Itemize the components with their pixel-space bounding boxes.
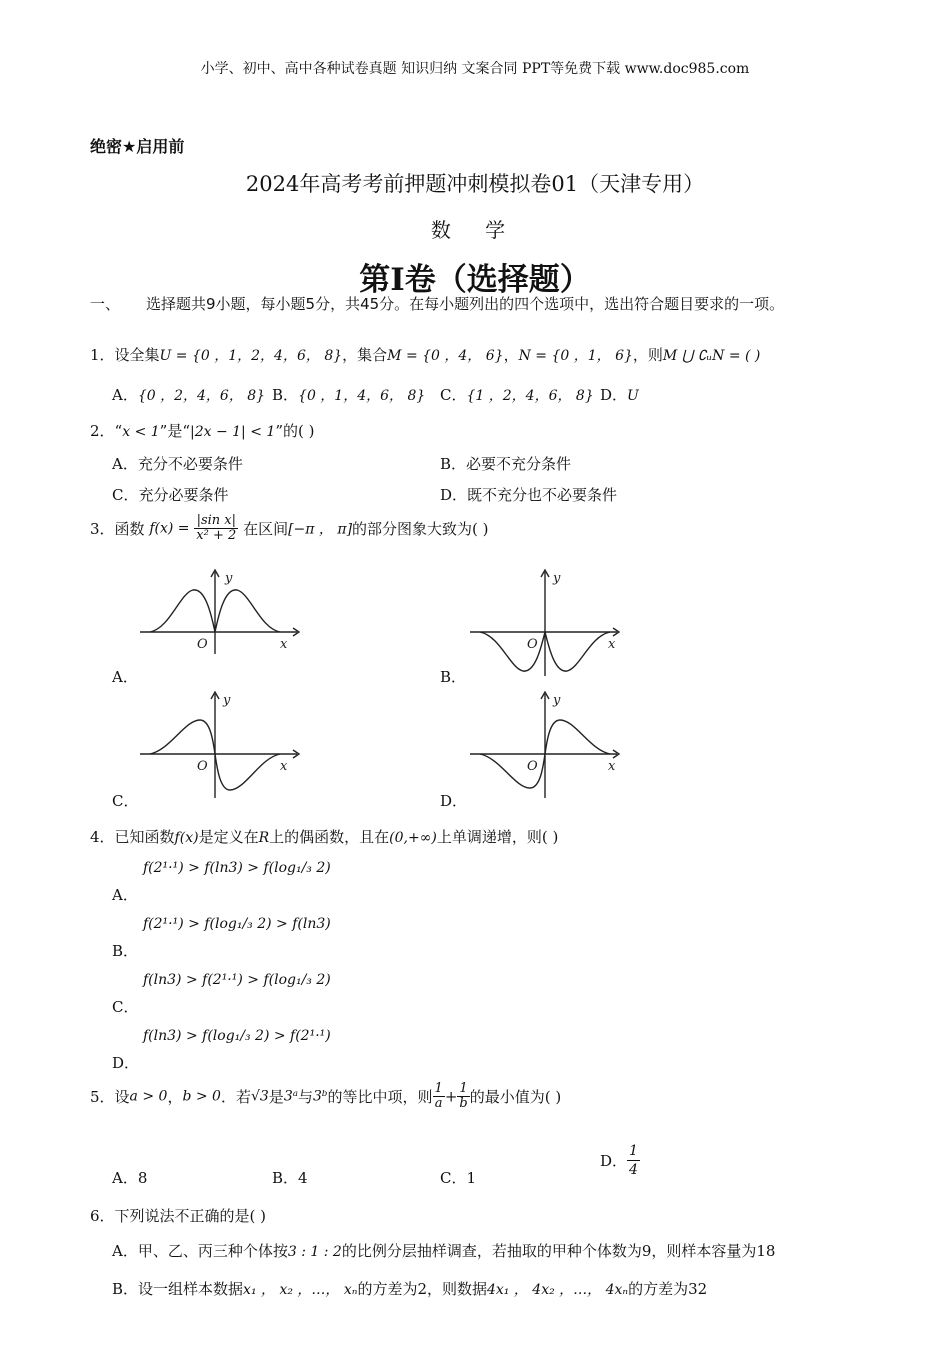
option-label: C． xyxy=(440,1169,467,1187)
q5-a: a > 0 xyxy=(129,1088,168,1105)
q1-set-n: N = {0 ，1， 6} xyxy=(518,348,633,364)
question-4 xyxy=(90,826,558,847)
option-label: B． xyxy=(112,1280,139,1298)
option-label: A． xyxy=(112,1242,138,1260)
origin-label: O xyxy=(197,637,208,652)
q3-option-b-label[interactable]: B． xyxy=(440,668,467,686)
q4-option-c[interactable]: C． xyxy=(112,998,139,1016)
q2-text: ”是“ xyxy=(159,422,190,440)
q3-text: 在区间 xyxy=(243,520,289,538)
x-label: x xyxy=(608,637,616,652)
option-text: 1 xyxy=(466,1169,477,1187)
q3-number: 3．函数 xyxy=(90,520,145,538)
option-label: B． xyxy=(272,386,299,404)
y-label: y xyxy=(223,693,231,708)
q5-power-a: 3ᵃ xyxy=(283,1088,298,1105)
option-text: 的方差为2，则数据 xyxy=(357,1280,487,1298)
option-text: 8 xyxy=(137,1169,148,1187)
q4-interval: (0,+∞) xyxy=(389,830,437,846)
question-6: 6．下列说法不正确的是( ) xyxy=(90,1207,267,1225)
q4-tail: 上单调递增，则( ) xyxy=(436,828,559,846)
option-label: B． xyxy=(440,455,467,473)
option-label: A． xyxy=(112,386,138,404)
y-label: y xyxy=(553,571,561,586)
q4-option-d-expr: f(ln3) > f(log₁/₃ 2) > f(2¹·¹) xyxy=(143,1028,331,1044)
q4-option-a-expr: f(2¹·¹) > f(ln3) > f(log₁/₃ 2) xyxy=(143,860,331,876)
question-2 xyxy=(90,420,314,441)
q2-cond1: x < 1 xyxy=(122,424,160,440)
q3-graph-b[interactable] xyxy=(465,568,635,678)
q5-text2: 是 xyxy=(268,1088,284,1106)
q5-sqrt3: √3 xyxy=(250,1088,269,1105)
option-label: D． xyxy=(600,1152,628,1170)
q4-text: 是定义在 xyxy=(198,828,259,846)
exam-subject: 数 学 xyxy=(430,218,520,242)
q4-option-a[interactable]: A． xyxy=(112,886,138,904)
q3-option-c-label[interactable]: C． xyxy=(112,792,139,810)
q2-tail: ”的( ) xyxy=(275,422,315,440)
section-number: 一、 xyxy=(90,295,121,313)
q1-then: ，则 xyxy=(632,346,663,364)
option-text: 的方差为32 xyxy=(628,1280,708,1298)
option-text: {0 ，2，4，6， 8} xyxy=(137,388,266,404)
q5-frac-1 xyxy=(433,1082,445,1111)
option-text: 必要不充分条件 xyxy=(466,455,572,473)
numerator: 1 xyxy=(629,1143,638,1159)
option-label: C． xyxy=(112,486,139,504)
q1-option-c[interactable] xyxy=(440,384,594,405)
q5-text3: 与 xyxy=(297,1088,313,1106)
origin-label: O xyxy=(527,759,538,774)
q1-option-a[interactable] xyxy=(112,384,265,405)
x-label: x xyxy=(280,759,288,774)
q4-number: 4．已知函数 xyxy=(90,828,175,846)
q3-option-d-label[interactable]: D． xyxy=(440,792,468,810)
x-label: x xyxy=(608,759,616,774)
q3-graph-c[interactable] xyxy=(135,690,305,800)
option-text: 的比例分层抽样调查，若抽取的甲种个体数为9，则样本容量为18 xyxy=(341,1242,776,1260)
option-text: 设一组样本数据 xyxy=(138,1280,244,1298)
q1-set-u: U = {0 ，1，2，4，6， 8} xyxy=(159,348,343,364)
q1-expression: M ⋃ ∁ᵤN = ( ) xyxy=(662,348,761,364)
origin-label: O xyxy=(197,759,208,774)
q5-b: b > 0 xyxy=(182,1088,221,1105)
q6-option-b[interactable] xyxy=(112,1278,707,1299)
q5-number: 5．设 xyxy=(90,1088,130,1106)
question-5: 5．设a > 0，b > 0．若√3是3ᵃ与3ᵇ的等比中项，则 $\frac{1}{a}$ + $\frac{1}{b}$ 的最小值为( ) xyxy=(90,1081,562,1111)
q1-text: ，集合 xyxy=(342,346,388,364)
volume-title: 第Ⅰ卷（选择题） xyxy=(359,262,591,298)
q2-option-a[interactable] xyxy=(112,453,243,474)
denominator: 4 xyxy=(629,1162,638,1178)
secret-mark: 绝密★启用前 xyxy=(90,137,185,156)
option-text: 充分不必要条件 xyxy=(137,455,243,473)
question-1 xyxy=(90,344,760,365)
q3-option-a-label[interactable]: A． xyxy=(112,668,138,686)
option-text: 既不充分也不必要条件 xyxy=(467,486,618,504)
q4-option-b-expr: f(2¹·¹) > f(log₁/₃ 2) > f(ln3) xyxy=(143,916,331,932)
option-label: D． xyxy=(600,386,628,404)
q5-tail: 的最小值为( ) xyxy=(469,1088,562,1106)
option-text: {0 ，1，4，6， 8} xyxy=(298,388,426,404)
option-label: D． xyxy=(440,486,468,504)
q3-tail: 的部分图象大致为( ) xyxy=(352,520,489,538)
option-label: A． xyxy=(112,455,138,473)
q4-option-b[interactable]: B． xyxy=(112,942,139,960)
option-text: 充分必要条件 xyxy=(138,486,229,504)
x-label: x xyxy=(280,637,288,652)
q3-func-left: f(x) = xyxy=(149,520,190,537)
q2-option-b[interactable] xyxy=(440,453,571,474)
option-label: B． xyxy=(272,1169,299,1187)
q6-scaled-samples: 4x₁ ， 4x₂ ，…， 4xₙ xyxy=(486,1282,629,1298)
q1-option-d[interactable] xyxy=(600,384,639,405)
q5-text4: 的等比中项，则 xyxy=(327,1088,433,1106)
y-label: y xyxy=(225,571,233,586)
q4-r: R xyxy=(258,830,270,846)
section-instructions xyxy=(90,295,850,313)
q1-set-m: M = {0 ，4， 6} xyxy=(387,348,504,364)
q1-option-b[interactable] xyxy=(272,384,425,405)
option-text: {1 ，2，4，6， 8} xyxy=(466,388,594,404)
q6-option-a[interactable] xyxy=(112,1240,775,1261)
denominator: a xyxy=(434,1096,443,1111)
denominator: b xyxy=(459,1096,468,1111)
section-text: 选择题共9小题，每小题5分，共45分。在每小题列出的四个选项中，选出符合题目要求的一项。 xyxy=(146,295,785,313)
q3-interval: [−π ， π] xyxy=(288,521,353,538)
q5-option-c[interactable] xyxy=(440,1167,476,1188)
q4-option-d[interactable]: D． xyxy=(112,1054,140,1072)
q3-func-denominator: x² + 2 xyxy=(196,528,237,543)
option-text: 甲、乙、丙三种个体按 xyxy=(137,1242,288,1260)
numerator: 1 xyxy=(434,1081,443,1096)
q5-option-b[interactable] xyxy=(272,1167,308,1188)
question-3 xyxy=(90,514,489,543)
q5-option-d[interactable] xyxy=(600,1142,640,1179)
q1-number: 1．设全集 xyxy=(90,346,160,364)
q6-ratio: 3 : 1 : 2 xyxy=(287,1244,342,1260)
exam-title: 2024年高考考前押题冲刺模拟卷01（天津专用） xyxy=(245,172,705,196)
q5-option-a[interactable] xyxy=(112,1167,147,1188)
q3-graph-a[interactable] xyxy=(135,568,305,658)
option-label: A． xyxy=(112,1169,138,1187)
numerator: 1 xyxy=(457,1082,469,1097)
q4-func: f(x) xyxy=(174,830,199,846)
q3-func-numerator: |sin x| xyxy=(194,514,238,529)
q4-option-c-expr: f(ln3) > f(2¹·¹) > f(log₁/₃ 2) xyxy=(143,972,331,988)
option-label: C． xyxy=(440,386,467,404)
y-label: y xyxy=(553,693,561,708)
site-header: 小学、初中、高中各种试卷真题 知识归纳 文案合同 PPT等免费下载 www.doc985.com xyxy=(200,61,750,77)
origin-label: O xyxy=(527,637,538,652)
q2-option-c[interactable] xyxy=(112,484,229,505)
q2-option-d[interactable] xyxy=(440,484,617,505)
option-text: U xyxy=(627,388,639,404)
q4-text2: 上的偶函数，且在 xyxy=(269,828,390,846)
option-fraction xyxy=(627,1142,640,1179)
q6-samples: x₁ ， x₂ ，…， xₙ xyxy=(243,1282,358,1298)
option-text: 4 xyxy=(298,1169,308,1187)
q1-sep: ， xyxy=(503,346,519,364)
q2-cond2: |2x − 1| < 1 xyxy=(190,424,276,440)
q2-number: 2．“ xyxy=(90,422,123,440)
q5-frac-2 xyxy=(457,1082,469,1111)
q5-power-b: 3ᵇ xyxy=(313,1088,328,1105)
q3-graph-d[interactable] xyxy=(465,690,635,800)
q5-text1: ．若 xyxy=(220,1088,251,1106)
q3-func-fraction xyxy=(194,514,238,543)
